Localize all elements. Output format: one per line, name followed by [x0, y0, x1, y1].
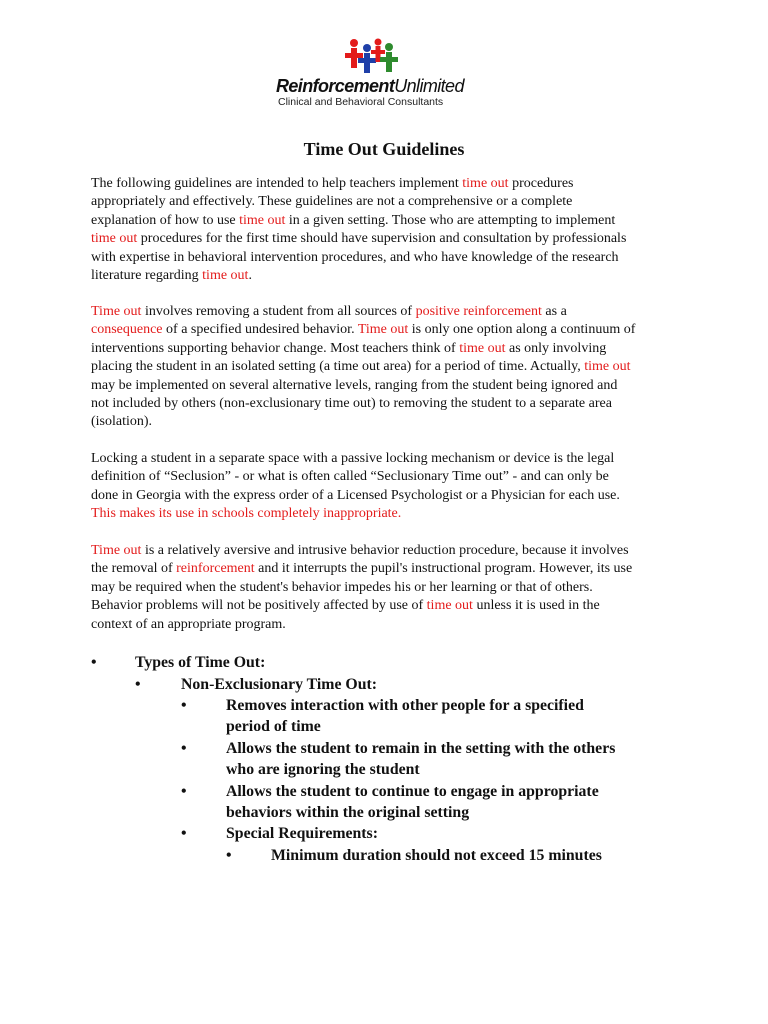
text-run: explanation of how to use	[91, 212, 240, 228]
bullet-line: who are ignoring the student	[226, 761, 420, 779]
bullet-dot: •	[226, 847, 232, 864]
bullet-dot: •	[181, 825, 187, 842]
text-run: Locking a student in a separate space with a passive locking mechanism or device is the legal	[91, 451, 615, 466]
text-run: procedures for the first time should have supervision and consultation by professionals	[137, 231, 627, 247]
text-run: and it interrupts the pupil's instructional program. However, its use	[254, 561, 633, 577]
highlighted-term: Time out	[91, 304, 142, 319]
highlighted-term: consequence	[91, 322, 163, 338]
bullet-dot: •	[181, 783, 187, 800]
text-run: context of an appropriate program.	[91, 616, 286, 632]
bullet-special-heading: Special Requirements:	[226, 825, 378, 842]
text-run: placing the student in an isolated setting (a time out area) for a period of time. Actually,	[91, 359, 585, 375]
paragraph-line	[91, 468, 691, 486]
logo-name-bold: Reinforcement	[276, 76, 395, 96]
page-title: Time Out Guidelines	[303, 139, 465, 159]
bullet-remain-in-setting	[226, 738, 615, 781]
highlighted-term: time out	[91, 231, 138, 247]
paragraph-line	[91, 249, 691, 267]
text-run: procedures	[508, 176, 574, 191]
paragraph-line	[91, 542, 691, 560]
paragraph-line	[91, 321, 691, 339]
text-run: in a given setting. Those who are attempting to implement	[285, 212, 616, 228]
paragraph-line	[91, 597, 691, 615]
paragraph-line	[91, 413, 691, 431]
text-run: may be implemented on several alternative levels, ranging from the student being ignored and	[91, 377, 618, 393]
highlighted-term: positive reinforcement	[415, 304, 542, 319]
text-run: done in Georgia with the express order of a Licensed Psychologist or a Physician for each use.	[91, 487, 620, 503]
bullet-line: Allows the student to continue to engage in appropriate	[226, 783, 599, 800]
bullet-line: behaviors within the original setting	[226, 804, 470, 822]
highlighted-term: time out	[239, 212, 286, 228]
paragraph-line	[91, 377, 691, 395]
bullet-minimum-duration: Minimum duration should not exceed 15 minutes	[271, 847, 602, 864]
paragraph-line	[91, 303, 691, 321]
bullet-nonexclusionary-heading: Non-Exclusionary Time Out:	[181, 676, 378, 693]
highlighted-term: Time out	[91, 543, 142, 558]
green-figure-icon	[380, 43, 398, 72]
paragraph-seclusion	[91, 450, 691, 524]
text-run: of a specified undesired behavior.	[162, 322, 358, 338]
text-run: the removal of	[91, 561, 177, 577]
paragraph-intro	[91, 175, 691, 285]
text-run: Behavior problems will not be positively affected by use of	[91, 598, 427, 614]
paragraph-line	[91, 358, 691, 376]
highlighted-term: Time out	[357, 322, 409, 338]
text-run: unless it is used in the	[472, 598, 600, 614]
bullet-line: Allows the student to remain in the setting with the others	[226, 740, 616, 757]
bullet-dot: •	[181, 740, 187, 757]
paragraph-line	[91, 450, 691, 468]
paragraph-line	[91, 616, 691, 634]
bullet-types-heading: Types of Time Out:	[135, 654, 266, 671]
paragraph-line	[91, 487, 691, 505]
bullet-dot: •	[91, 654, 97, 671]
logo-name	[276, 76, 476, 97]
text-run: is a relatively aversive and intrusive behavior reduction procedure, because it involves	[141, 543, 629, 558]
bullet-line: period of time	[226, 718, 321, 736]
text-run: may be required when the student's behavior impedes his or her learning or that of others.	[91, 579, 593, 595]
paragraph-line	[91, 560, 691, 578]
paragraph-line	[91, 505, 691, 523]
bullet-line: Removes interaction with other people for a specified	[226, 697, 584, 714]
paragraph-line	[91, 267, 691, 285]
logo	[272, 38, 472, 110]
text-run: interventions supporting behavior change. Most teachers think of	[91, 340, 460, 356]
text-run: .	[248, 268, 252, 284]
paragraph-line	[91, 175, 691, 193]
highlighted-term: time out	[462, 176, 509, 191]
text-run: definition of “Seclusion” - or what is often called “Seclusionary Time out” - and can only be	[91, 469, 609, 485]
highlighted-term: reinforcement	[176, 561, 255, 577]
text-run: as a	[541, 304, 567, 319]
red-figure-icon	[345, 39, 363, 68]
highlighted-term: This makes its use in schools completely inappropriate.	[91, 506, 402, 522]
logo-subtitle: Clinical and Behavioral Consultants	[278, 96, 444, 108]
paragraph-line	[91, 395, 691, 413]
text-run: not included by others (non-exclusionary time out) to removing the student to a separate area	[91, 396, 612, 412]
text-run: as only involving	[505, 340, 607, 356]
text-run: literature regarding	[91, 268, 203, 284]
text-run: appropriately and effectively. These guidelines are not a comprehensive or a complete	[91, 194, 573, 210]
paragraph-line	[91, 193, 691, 211]
bullet-removes-interaction	[226, 695, 584, 738]
paragraph-aversive	[91, 542, 691, 634]
highlighted-term: time out	[459, 340, 506, 356]
highlighted-term: time out	[202, 268, 249, 284]
bullet-continue-engage	[226, 781, 599, 824]
highlighted-term: time out	[426, 598, 473, 614]
blue-figure-icon	[358, 44, 376, 73]
highlighted-term: time out	[584, 359, 631, 375]
text-run: (isolation).	[91, 414, 153, 430]
paragraph-line	[91, 579, 691, 597]
logo-figures-icon	[344, 38, 400, 76]
text-run: The following guidelines are intended to help teachers implement	[91, 176, 463, 191]
paragraph-line	[91, 230, 691, 248]
text-run: is only one option along a continuum of	[408, 322, 636, 338]
bullet-dot: •	[135, 676, 141, 693]
text-run: with expertise in behavioral intervention procedures, and who have knowledge of the research	[91, 249, 619, 265]
paragraph-definition	[91, 303, 691, 432]
paragraph-line	[91, 340, 691, 358]
logo-name-rest: Unlimited	[394, 76, 464, 96]
text-run: involves removing a student from all sources of	[141, 304, 416, 319]
bullet-dot: •	[181, 697, 187, 714]
paragraph-line	[91, 212, 691, 230]
